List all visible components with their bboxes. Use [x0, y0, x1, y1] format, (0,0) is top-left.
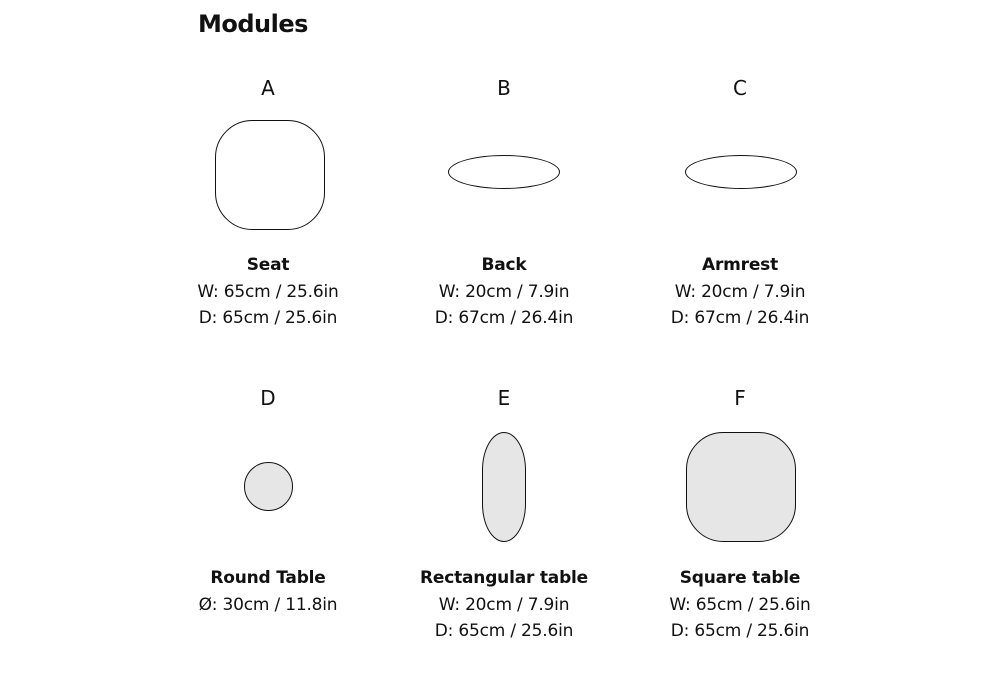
module-width: W: 65cm / 25.6in [669, 595, 811, 615]
module-letter: C [733, 76, 747, 100]
module-letter: E [497, 386, 511, 410]
module-depth: D: 65cm / 25.6in [434, 621, 574, 641]
module-name: Seat [246, 255, 290, 275]
module-round-table [150, 0, 386, 660]
page-title: Modules [198, 10, 308, 38]
module-square-table [622, 0, 858, 660]
module-width: W: 65cm / 25.6in [197, 282, 339, 302]
square-table-shape-icon [686, 432, 796, 542]
module-name: Square table [679, 568, 801, 588]
module-rectangular-table [386, 0, 622, 660]
round-table-shape-icon [244, 462, 293, 511]
module-name: Back [481, 255, 527, 275]
module-diameter: Ø: 30cm / 11.8in [198, 595, 338, 615]
module-depth: D: 67cm / 26.4in [670, 308, 810, 328]
module-width: W: 20cm / 7.9in [438, 595, 570, 615]
module-depth: D: 65cm / 25.6in [198, 308, 338, 328]
module-width: W: 20cm / 7.9in [438, 282, 570, 302]
module-letter: F [734, 386, 746, 410]
module-width: W: 20cm / 7.9in [674, 282, 806, 302]
rectangular-table-shape-icon [482, 432, 526, 542]
module-letter: A [261, 76, 275, 100]
module-letter: B [497, 76, 511, 100]
module-name: Round Table [210, 568, 326, 588]
module-name: Armrest [701, 255, 778, 275]
module-depth: D: 65cm / 25.6in [670, 621, 810, 641]
module-name: Rectangular table [420, 568, 588, 588]
module-letter: D [260, 386, 276, 410]
module-depth: D: 67cm / 26.4in [434, 308, 574, 328]
